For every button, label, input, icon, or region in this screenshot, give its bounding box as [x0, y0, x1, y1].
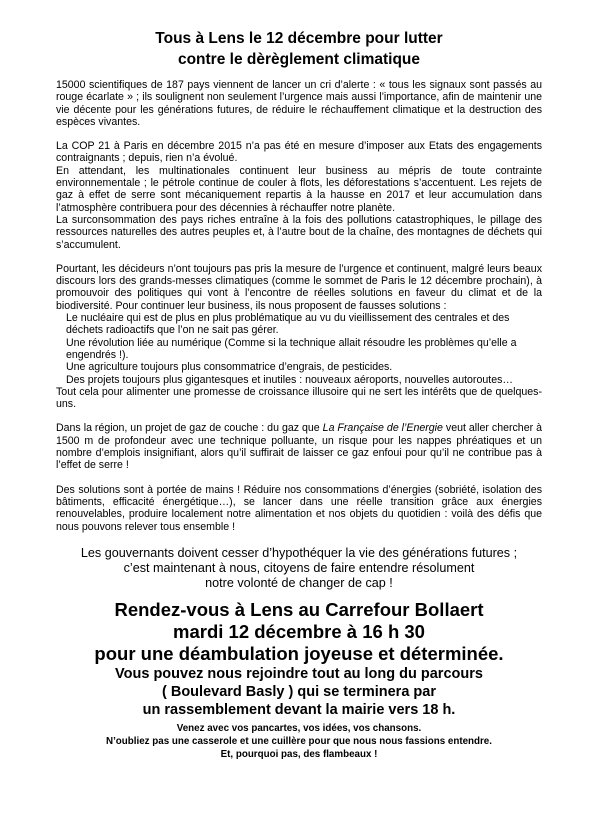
rendezvous-date: mardi 12 décembre à 16 h 30	[173, 620, 425, 642]
rendezvous-route: ( Boulevard Basly ) qui se terminera par	[162, 683, 436, 700]
rendezvous-location: Rendez-vous à Lens au Carrefour Bollaert	[114, 598, 484, 620]
callout-line-3: notre volonté de changer de cap !	[205, 575, 393, 590]
false-solution-projects: Des projets toujours plus gigantesques et inutiles : nouveaux aéroports, nouvelles autoroutes…	[66, 373, 513, 386]
paragraph-scientists: 15000 scientifiques de 187 pays viennent de lancer un cri d’alerte : « tous les signaux sont passés au rouge écarlate » ; ils soulignent non seulement l’urgence mais aussi l’importance, afin de maintenir une vie décente pour les générations futures, de réduire le réchauffement climatique et la destruction des espèces vivantes.	[56, 79, 542, 128]
false-solution-agriculture: Une agriculture toujours plus consommatrice d’engrais, de pesticides.	[66, 361, 393, 374]
paragraph-growth: Tout cela pour alimenter une promesse de croissance illusoire qui ne sert les intérêts que de quelques-uns.	[56, 385, 542, 411]
rendezvous-purpose: pour une déambulation joyeuse et déterminée.	[94, 642, 504, 664]
rendezvous-gathering: un rassemblement devant la mairie vers 18 h.	[142, 701, 456, 718]
rendezvous-join: Vous pouvez nous rejoindre tout au long du parcours	[115, 665, 483, 682]
paragraph-cop21: La COP 21 à Paris en décembre 2015 n’a pas été en mesure d’imposer aux Etats des engagements contraignants ; depuis, rien n’a évolué.	[56, 140, 542, 165]
paragraph-solutions: Des solutions sont à portée de mains ! Réduire nos consommations d’énergies (sobriété, isolation des bâtiments, efficacité énergétique…), se lancer dans une réelle transition grâce aux énergies renouvelables, produire localement notre alimentation et nos objets du quotidien : voilà des défis que nous pouvons relever tous ensemble !	[56, 483, 542, 533]
closing-block	[56, 722, 542, 761]
flyer-title	[56, 0, 542, 70]
closing-line-2: N’oubliez pas une casserole et une cuillère pour que nous nous fassions entendre.	[106, 735, 492, 747]
paragraph-overconsumption: La surconsommation des pays riches entraîne à la fois des pollutions catastrophiques, le pillage des ressources naturelles des autres peuples et, à l’autre bout de la chaîne, des montagnes de déchets qui s’accumulent.	[56, 213, 542, 251]
paragraph-decision-makers: Pourtant, les décideurs n’ont toujours pas pris la mesure de l’urgence et continuent, malgré leurs beaux discours lors des grands-messes climatiques (comme le sommet de Paris le 12 décembre prochain), à promouvoir des politiques qui vont à l’encontre de réelles solutions en faveur du climat et de la biodiversité. Pour continuer leur business, ils nous proposent de fausses solutions :	[56, 262, 542, 312]
spacer	[56, 251, 542, 263]
coal-gas-text-end: veut aller chercher à 1500 m de profondeur avec une technique polluante, un risque pour les nappes phréatiques et un nombre d’emplois insignifiant, alors qu’il suffirait de laisser ce gaz enfoui pour qu’il ne contribue pas à l’effet de serre !	[56, 422, 542, 472]
spacer	[56, 472, 542, 484]
closing-line-1: Venez avec vos pancartes, vos idées, vos chansons.	[176, 722, 422, 734]
callout-line-2: c’est maintenant à nous, citoyens de faire entendre résolument	[123, 560, 475, 575]
rendezvous-details	[56, 665, 542, 719]
title-line-1: Tous à Lens le 12 décembre pour lutter	[155, 30, 443, 47]
rendezvous-headline	[56, 599, 542, 665]
callout-block	[56, 546, 542, 591]
paragraph-multinationals: En attendant, les multinationales continuent leur business au mépris de toute contrainte environnementale ; le pétrole continue de couler à flots, les déforestations s’accentuent. Les rejets de gaz à effet de serre sont mécaniquement repartis à la hausse en 2017 et leur accumulation dans l’atmosphère contribuera pour des décennies à réchauffer notre planète.	[56, 164, 542, 214]
coal-gas-text-start: Dans la région, un projet de gaz de couche : du gaz que	[56, 422, 323, 435]
closing-line-3: Et, pourquoi pas, des flambeaux !	[220, 748, 378, 760]
title-line-2: contre le dèrèglement climatique	[177, 51, 421, 68]
callout-line-1: Les gouvernants doivent cesser d’hypothéquer la vie des générations futures ;	[80, 545, 518, 560]
flyer-body	[56, 79, 542, 533]
spacer	[56, 410, 542, 422]
false-solution-digital: Une révolution liée au numérique (Comme si la technique allait résoudre les problèmes qu’elle a engendrés !).	[66, 336, 517, 361]
false-solution-nuclear: Le nucléaire qui est de plus en plus problématique au vu du vieillissement des centrales et des déchets radioactifs que l’on ne sait pas gérer.	[66, 312, 510, 337]
spacer	[56, 128, 542, 140]
company-name: La Française de l’Energie	[322, 422, 443, 435]
paragraph-coal-gas	[56, 422, 542, 471]
